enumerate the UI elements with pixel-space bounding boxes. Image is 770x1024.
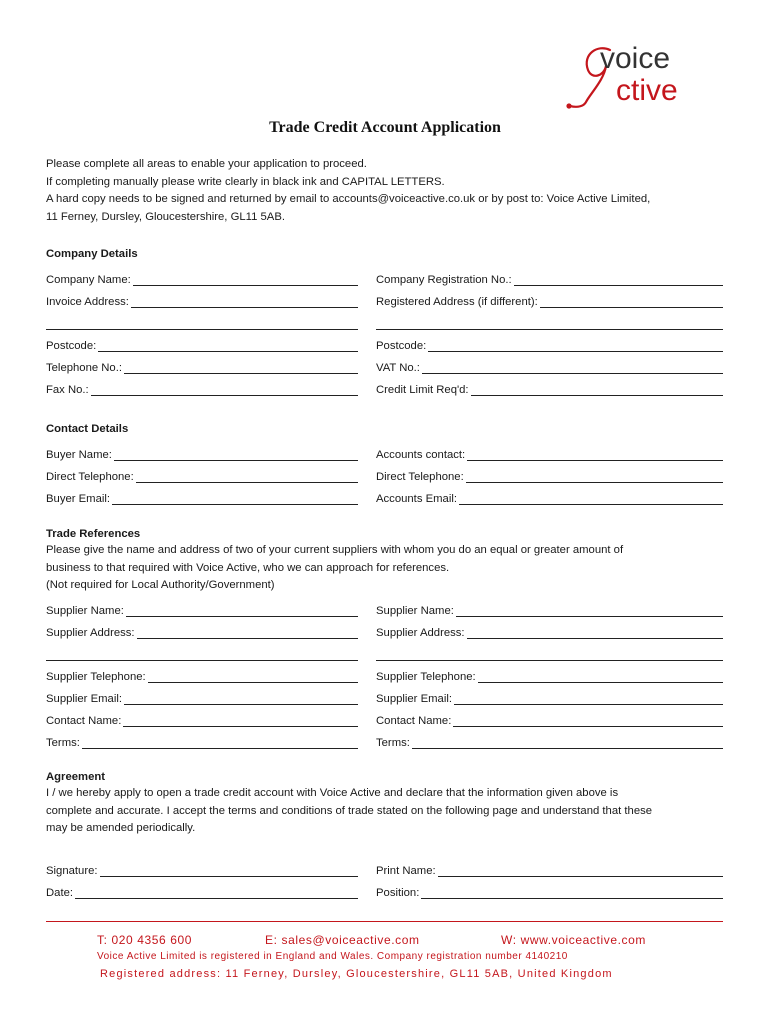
buyer-name-line[interactable] <box>114 448 358 461</box>
supplier1-email-field[interactable] <box>46 689 358 705</box>
buyer-name-field[interactable] <box>46 445 358 461</box>
date-field[interactable] <box>46 883 358 899</box>
credit-limit-label: Credit Limit Req'd: <box>376 384 469 396</box>
contact-details-heading: Contact Details <box>46 423 129 435</box>
vat-field[interactable] <box>376 358 723 374</box>
logo-mark-icon <box>560 40 730 115</box>
footer-contacts <box>97 933 646 947</box>
supplier2-email-line[interactable] <box>454 692 723 705</box>
position-line[interactable] <box>421 886 723 899</box>
print-name-line[interactable] <box>438 864 723 877</box>
registered-address-label: Registered Address (if different): <box>376 296 538 308</box>
invoice-address-label: Invoice Address: <box>46 296 129 308</box>
accounts-email-label: Accounts Email: <box>376 493 457 505</box>
supplier2-address-field[interactable] <box>376 623 723 639</box>
signature-label: Signature: <box>46 865 98 877</box>
vat-line[interactable] <box>422 361 723 374</box>
supplier2-telephone-line[interactable] <box>478 670 723 683</box>
supplier2-contact-name-label: Contact Name: <box>376 715 452 727</box>
accounts-direct-telephone-field[interactable] <box>376 467 723 483</box>
supplier1-name-label: Supplier Name: <box>46 605 124 617</box>
buyer-direct-telephone-field[interactable] <box>46 467 358 483</box>
supplier1-address-line[interactable] <box>137 626 358 639</box>
supplier2-telephone-field[interactable] <box>376 667 723 683</box>
print-name-label: Print Name: <box>376 865 436 877</box>
agreement-text-line: may be amended periodically. <box>46 822 196 834</box>
supplier2-name-label: Supplier Name: <box>376 605 454 617</box>
print-name-field[interactable] <box>376 861 723 877</box>
invoice-address-field[interactable] <box>46 292 358 308</box>
fax-label: Fax No.: <box>46 384 89 396</box>
fax-field[interactable] <box>46 380 358 396</box>
position-field[interactable] <box>376 883 723 899</box>
logo-word-active: ctive <box>616 74 678 107</box>
supplier2-terms-field[interactable] <box>376 733 723 749</box>
supplier1-contact-name-field[interactable] <box>46 711 358 727</box>
trade-text-line: Please give the name and address of two of your current suppliers with whom you do an equal or greater amount of <box>46 544 624 556</box>
date-line[interactable] <box>75 886 358 899</box>
intro-line: 11 Ferney, Dursley, Gloucestershire, GL11 5AB. <box>46 210 286 223</box>
supplier2-contact-name-line[interactable] <box>453 714 723 727</box>
postcode-left-line[interactable] <box>98 339 358 352</box>
postcode-right-line[interactable] <box>428 339 723 352</box>
footer-email: E: sales@voiceactive.com <box>265 933 420 947</box>
intro-text <box>46 156 736 226</box>
buyer-email-line[interactable] <box>112 492 358 505</box>
company-registration-field[interactable] <box>376 270 723 286</box>
supplier1-name-line[interactable] <box>126 604 358 617</box>
registered-address-line-2[interactable] <box>376 329 723 330</box>
agreement-heading: Agreement <box>46 771 106 783</box>
telephone-field[interactable] <box>46 358 358 374</box>
supplier1-name-field[interactable] <box>46 601 358 617</box>
invoice-address-line[interactable] <box>131 295 358 308</box>
intro-line: Please complete all areas to enable your application to proceed. <box>46 158 367 170</box>
supplier1-telephone-line[interactable] <box>148 670 358 683</box>
supplier2-address-line[interactable] <box>467 626 723 639</box>
accounts-email-field[interactable] <box>376 489 723 505</box>
date-label: Date: <box>46 887 74 899</box>
supplier1-address-label: Supplier Address: <box>46 627 135 639</box>
logo-word-voice: voice <box>600 42 671 75</box>
fax-line[interactable] <box>91 383 358 396</box>
supplier1-telephone-label: Supplier Telephone: <box>46 671 146 683</box>
company-details-heading: Company Details <box>46 248 138 260</box>
postcode-left-field[interactable] <box>46 336 358 352</box>
accounts-contact-line[interactable] <box>467 448 723 461</box>
buyer-name-label: Buyer Name: <box>46 449 112 461</box>
buyer-email-field[interactable] <box>46 489 358 505</box>
supplier2-telephone-label: Supplier Telephone: <box>376 671 476 683</box>
accounts-email-line[interactable] <box>459 492 723 505</box>
signature-line[interactable] <box>100 864 359 877</box>
registered-address-line[interactable] <box>540 295 723 308</box>
trade-text-line: (Not required for Local Authority/Government) <box>46 579 275 591</box>
intro-line: A hard copy needs to be signed and returned by email to accounts@voiceactive.co.uk or by post to: Voice Active Limited, <box>46 193 651 205</box>
document-title: Trade Credit Account Application <box>269 119 501 136</box>
postcode-left-label: Postcode: <box>46 340 97 352</box>
trade-references-heading: Trade References <box>46 528 141 540</box>
supplier2-name-field[interactable] <box>376 601 723 617</box>
supplier1-address-line-2[interactable] <box>46 660 358 661</box>
accounts-direct-telephone-line[interactable] <box>466 470 723 483</box>
buyer-direct-telephone-label: Direct Telephone: <box>46 471 134 483</box>
supplier1-address-field[interactable] <box>46 623 358 639</box>
company-name-label: Company Name: <box>46 274 131 286</box>
trade-text-line: business to that required with Voice Active, who we can approach for references. <box>46 561 450 574</box>
supplier1-terms-label: Terms: <box>46 737 80 749</box>
accounts-direct-telephone-label: Direct Telephone: <box>376 471 464 483</box>
postcode-right-label: Postcode: <box>376 340 427 352</box>
supplier1-terms-field[interactable] <box>46 733 358 749</box>
position-label: Position: <box>376 887 420 899</box>
company-name-line[interactable] <box>133 273 358 286</box>
supplier1-contact-name-label: Contact Name: <box>46 715 122 727</box>
footer-registration: Voice Active Limited is registered in England and Wales. Company registration number 4140210 <box>97 951 568 962</box>
footer-divider <box>46 921 723 922</box>
supplier1-telephone-field[interactable] <box>46 667 358 683</box>
supplier2-terms-label: Terms: <box>376 737 410 749</box>
voice-active-logo <box>560 40 730 115</box>
buyer-direct-telephone-line[interactable] <box>136 470 358 483</box>
company-name-field[interactable] <box>46 270 358 286</box>
credit-limit-line[interactable] <box>471 383 723 396</box>
signature-field[interactable] <box>46 861 358 877</box>
buyer-email-label: Buyer Email: <box>46 493 111 505</box>
company-registration-line[interactable] <box>514 273 723 286</box>
supplier2-name-line[interactable] <box>456 604 723 617</box>
telephone-label: Telephone No.: <box>46 362 122 374</box>
supplier2-email-field[interactable] <box>376 689 723 705</box>
postcode-right-field[interactable] <box>376 336 723 352</box>
footer-telephone: T: 020 4356 600 <box>97 933 193 947</box>
telephone-line[interactable] <box>124 361 358 374</box>
agreement-text <box>46 785 736 838</box>
registered-address-field[interactable] <box>376 292 723 308</box>
supplier2-address-line-2[interactable] <box>376 660 723 661</box>
invoice-address-line-2[interactable] <box>46 329 358 330</box>
supplier1-contact-name-line[interactable] <box>123 714 358 727</box>
company-registration-label: Company Registration No.: <box>376 274 512 286</box>
supplier1-email-line[interactable] <box>124 692 358 705</box>
intro-line: If completing manually please write clearly in black ink and CAPITAL LETTERS. <box>46 175 445 188</box>
accounts-contact-field[interactable] <box>376 445 723 461</box>
supplier2-contact-name-field[interactable] <box>376 711 723 727</box>
credit-limit-field[interactable] <box>376 380 723 396</box>
agreement-text-line: I / we hereby apply to open a trade credit account with Voice Active and declare that the information given above is <box>46 787 619 799</box>
supplier2-email-label: Supplier Email: <box>376 693 452 705</box>
trade-references-text <box>46 542 736 595</box>
supplier1-terms-line[interactable] <box>82 736 358 749</box>
footer-address: Registered address: 11 Ferney, Dursley, Gloucestershire, GL11 5AB, United Kingdom <box>100 968 613 980</box>
supplier1-email-label: Supplier Email: <box>46 693 122 705</box>
footer-website: W: www.voiceactive.com <box>501 933 647 947</box>
agreement-text-line: complete and accurate. I accept the terms and conditions of trade stated on the following page and understand that these <box>46 804 653 817</box>
vat-label: VAT No.: <box>376 362 420 374</box>
supplier2-terms-line[interactable] <box>412 736 723 749</box>
supplier2-address-label: Supplier Address: <box>376 627 465 639</box>
accounts-contact-label: Accounts contact: <box>376 449 466 461</box>
